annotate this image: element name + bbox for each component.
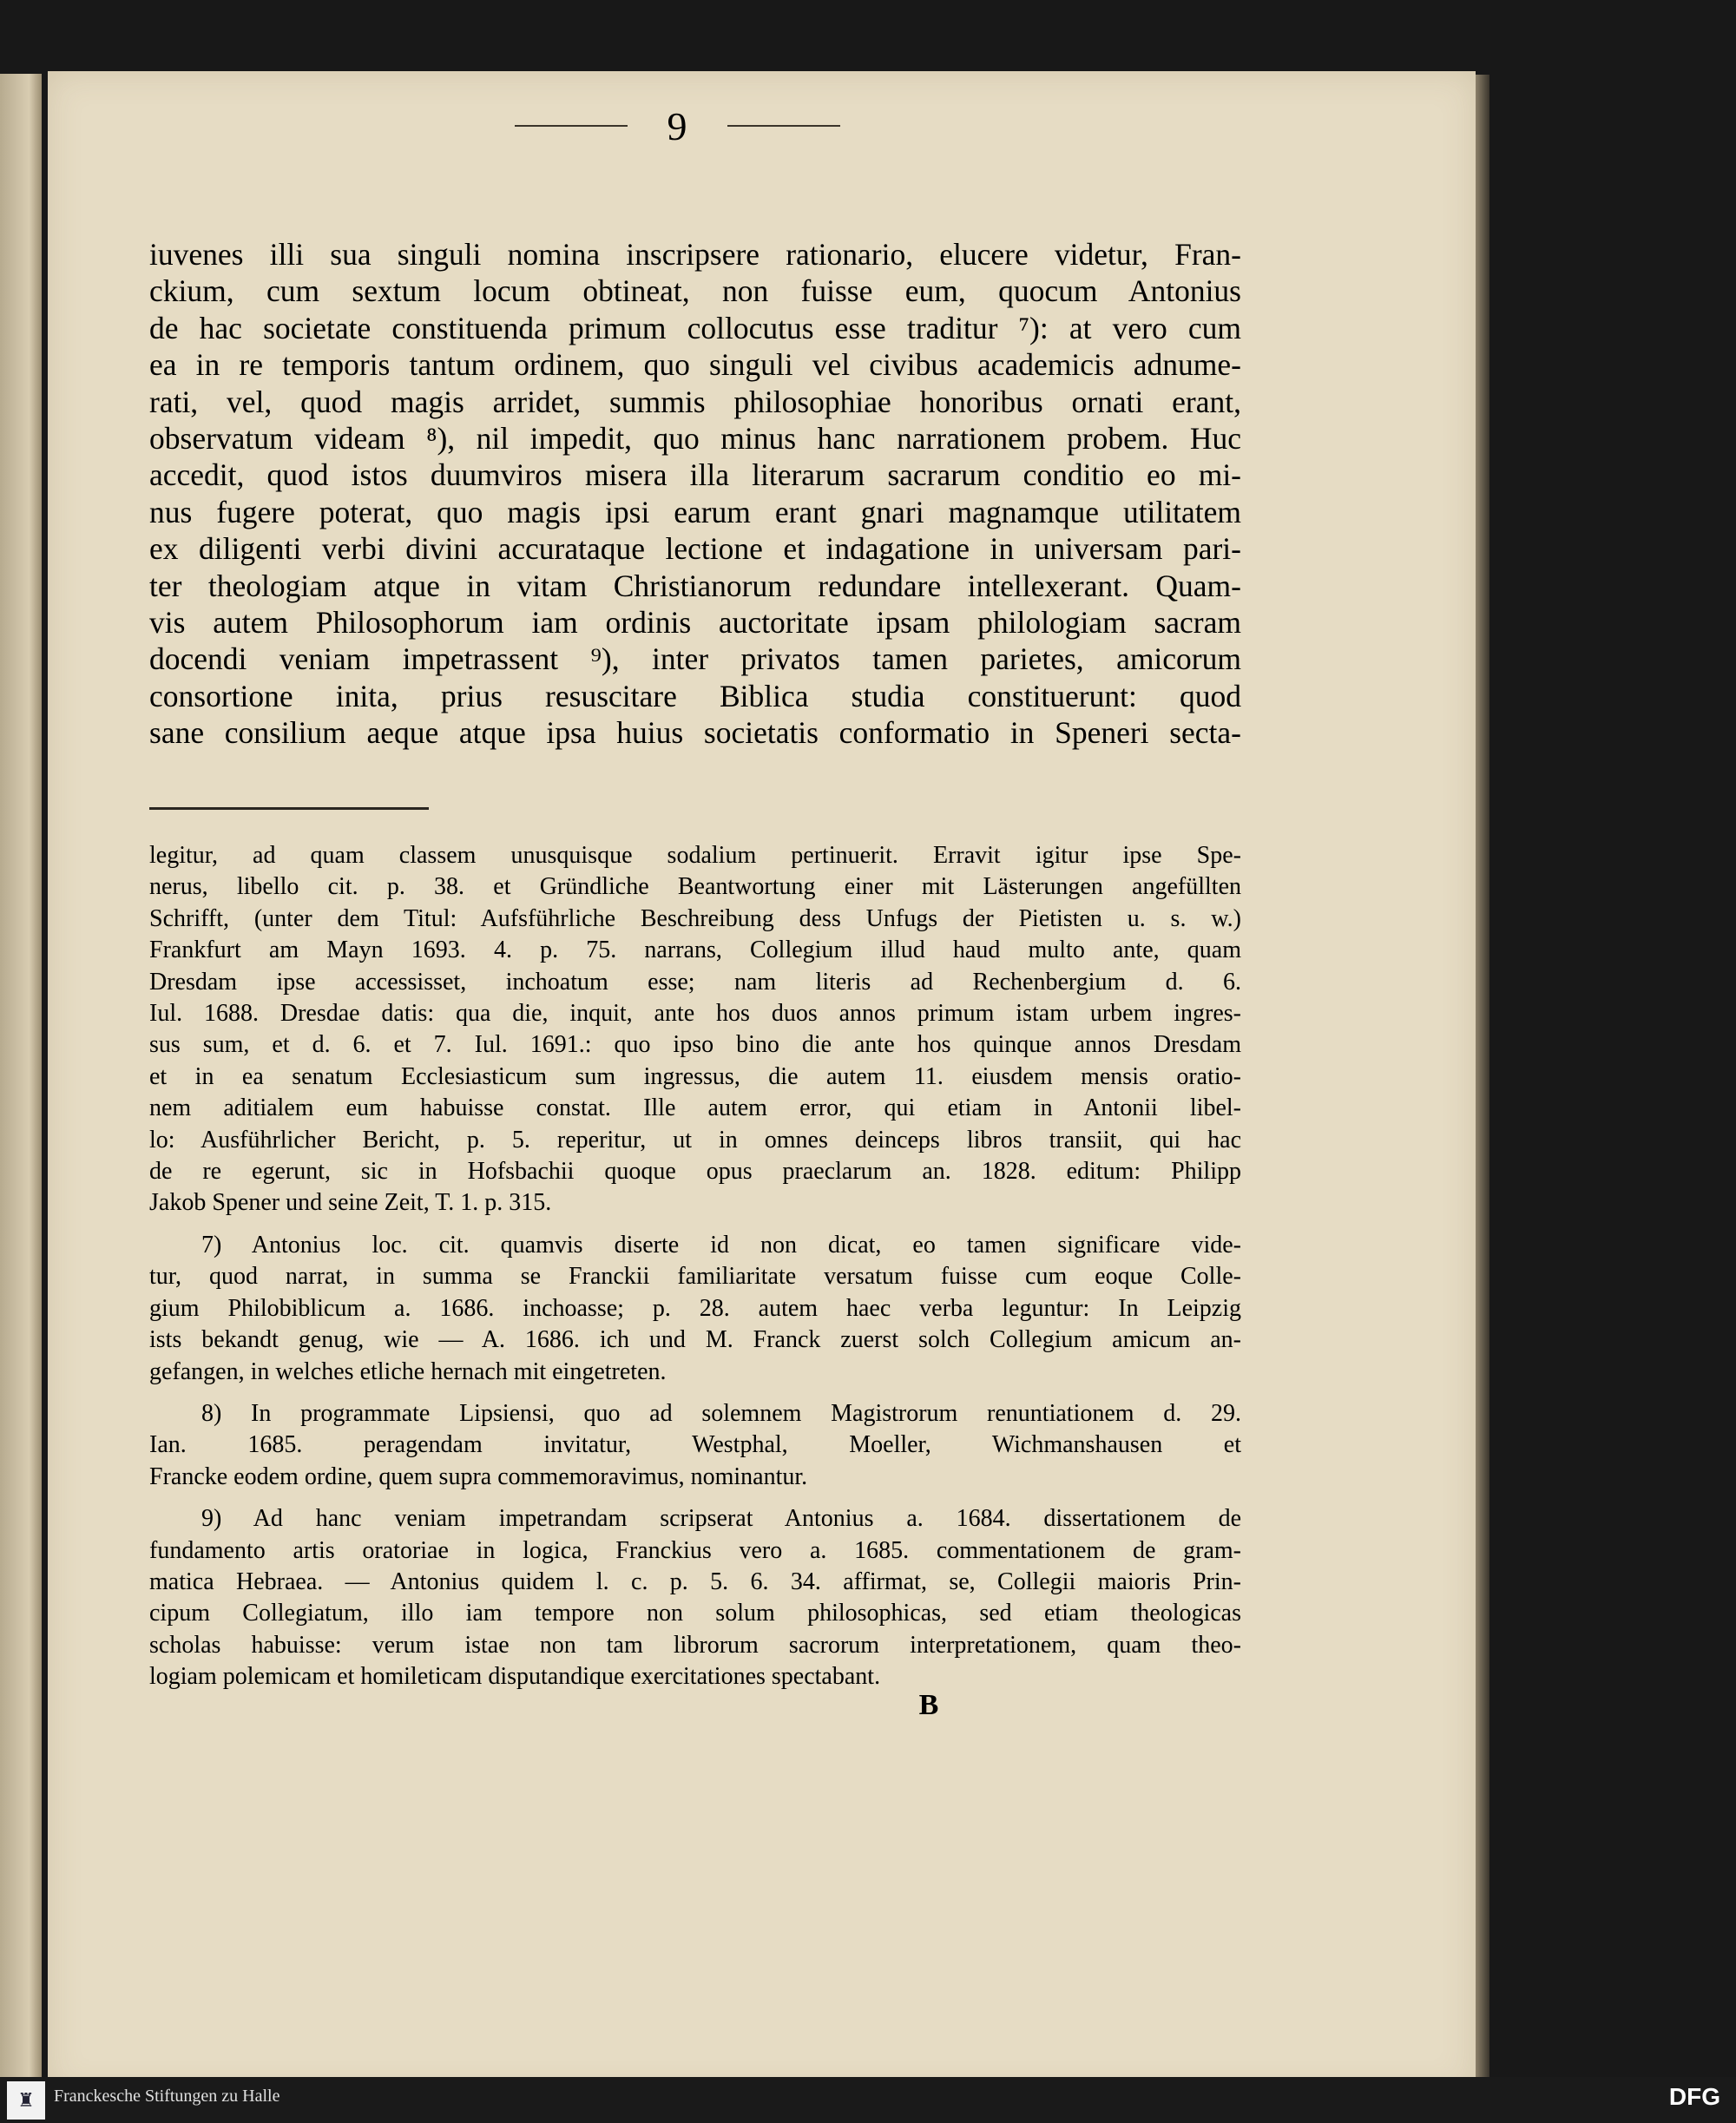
text-line: sane consilium aeque atque ipsa huius societatis conformatio in Speneri secta- [149,715,1241,751]
footnote-line: nerus, libello cit. p. 38. et Gründliche Beantwortung einer mit Lästerungen angefüllten [149,873,1241,901]
institution-logo-icon[interactable]: ♜ [7,2081,45,2120]
header-rule-left [515,125,628,127]
text-line: vis autem Philosophorum iam ordinis auctoritate ipsam philologiam sacram [149,605,1241,641]
header-rule-right [727,125,840,127]
footnote-line: logiam polemicam et homileticam disputandique exercitationes spectabant. [149,1663,881,1691]
footnote-line: Dresdam ipse accessisset, inchoatum esse; nam literis ad Rechenbergium d. 6. [149,968,1241,996]
footnote-line: Jakob Spener und seine Zeit, T. 1. p. 315. [149,1189,552,1217]
footnote-7 [149,1230,1241,1388]
footnote-9 [149,1503,1241,1692]
footnote-line: ists bekandt genug, wie — A. 1686. ich und M. Franck zuerst solch Collegium amicum an- [149,1326,1241,1354]
footnote-line: legitur, ad quam classem unusquisque sodalium pertinuerit. Erravit igitur ipse Spe- [149,842,1241,869]
footnote-line: Iul. 1688. Dresdae datis: qua die, inquit, ante hos duos annos primum istam urbem ingres- [149,1000,1241,1028]
text-line: docendi veniam impetrassent ⁹), inter privatos tamen parietes, amicorum [149,641,1241,677]
page-edge-shadow [1476,75,1489,2087]
text-line: rati, vel, quod magis arridet, summis philosophiae honoribus ornati erant, [149,384,1241,419]
previous-page-edge [0,74,42,2087]
footnotes [149,840,1241,1704]
text-line: observatum videam ⁸), nil impedit, quo minus hanc narrationem probem. Huc [149,421,1241,457]
text-line: nus fugere poterat, quo magis ipsi earum erant gnari magnamque utilitatem [149,494,1241,529]
footnote-line: gium Philobiblicum a. 1686. inchoasse; p. 28. autem haec verba leguntur: In Leipzig [149,1294,1241,1322]
footnote-line: gefangen, in welches etliche hernach mit eingetreten. [149,1357,667,1385]
main-text [149,236,1241,752]
footnote-divider [149,807,429,810]
footnote-line: lo: Ausführlicher Bericht, p. 5. reperitur, ut in omnes deinceps libros transiit, qui hac [149,1126,1241,1154]
footnote-line: et in ea senatum Ecclesiasticum sum ingressus, die autem 11. eiusdem mensis oratio- [149,1062,1241,1090]
signature-mark: B [918,1689,939,1721]
text-line: ckium, cum sextum locum obtineat, non fuisse eum, quocum Antonius [149,273,1241,309]
text-line: ea in re temporis tantum ordinem, quo singuli vel civibus academicis adnume- [149,347,1241,383]
footnote-line: Frankfurt am Mayn 1693. 4. p. 75. narrans, Collegium illud haud multo ante, quam [149,937,1241,964]
footnote-line: cipum Collegiatum, illo iam tempore non solum philosophicas, sed etiam theologicas [149,1600,1241,1627]
footnote-line: 8) In programmate Lipsiensi, quo ad solemnem Magistrorum renuntiationem d. 29. [201,1399,1241,1427]
footnote-6-continued [149,840,1241,1219]
page-header [469,95,885,156]
footnote-line: scholas habuisse: verum istae non tam librorum sacrorum interpretationem, quam theo- [149,1631,1241,1659]
text-line: consortione inita, prius resuscitare Biblica studia constituerunt: quod [149,678,1241,713]
page-number: 9 [667,103,687,148]
dfg-logo[interactable]: DFG [1668,2083,1720,2110]
footnote-line: Ian. 1685. peragendam invitatur, Westphal, Moeller, Wichmanshausen et [149,1431,1241,1459]
footnote-line: Francke eodem ordine, quem supra commemoravimus, nominantur. [149,1462,808,1490]
footnote-line: fundamento artis oratoriae in logica, Franckius vero a. 1685. commentationem de gram- [149,1536,1241,1564]
text-line: iuvenes illi sua singuli nomina inscripsere rationario, elucere videtur, Fran- [149,237,1241,272]
footnote-line: tur, quod narrat, in summa se Franckii familiaritate versatum fuisse cum eoque Colle- [149,1263,1241,1291]
footnote-line: 7) Antonius loc. cit. quamvis diserte id non dicat, eo tamen significare vide- [201,1231,1241,1259]
text-line: ex diligenti verbi divini accurataque lectione et indagatione in universam pari- [149,531,1241,567]
footnote-line: 9) Ad hanc veniam impetrandam scripserat Antonius a. 1684. dissertationem de [201,1505,1241,1533]
footnote-line: sus sum, et d. 6. et 7. Iul. 1691.: quo ipso bino die ante hos quinque annos Dresdam [149,1031,1241,1059]
footnote-line: de re egerunt, sic in Hofsbachii quoque opus praeclarum an. 1828. editum: Philipp [149,1158,1241,1186]
institution-name[interactable]: Franckesche Stiftungen zu Halle [54,2087,280,2106]
text-line: accedit, quod istos duumviros misera illa literarum sacrarum conditio eo mi- [149,457,1241,493]
text-line: ter theologiam atque in vitam Christianorum redundare intellexerant. Quam- [149,568,1241,603]
text-line: de hac societate constituenda primum collocutus esse traditur ⁷): at vero cum [149,310,1241,345]
footnote-line: Schrifft, (unter dem Titul: Aufsführliche Beschreibung dess Unfugs der Pietisten u. s. w.) [149,904,1241,932]
footnote-line: nem aditialem eum habuisse constat. Ille autem error, qui etiam in Antonii libel- [149,1094,1241,1122]
footnote-8 [149,1398,1241,1493]
footnote-line: matica Hebraea. — Antonius quidem l. c. p. 5. 6. 34. affirmat, se, Collegii maioris Prin- [149,1568,1241,1595]
